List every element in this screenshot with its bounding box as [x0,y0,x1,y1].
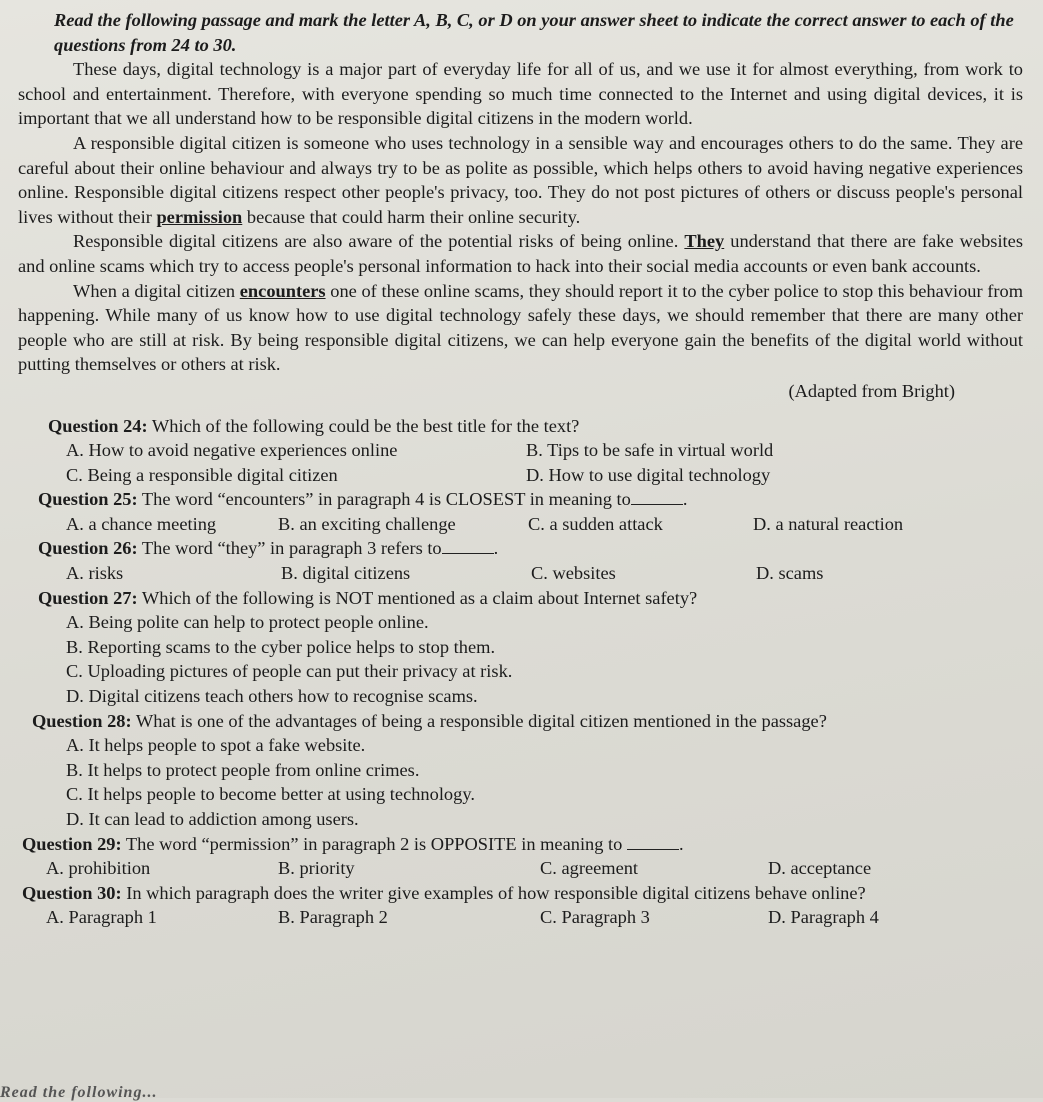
keyword-they: They [684,231,725,252]
q30-option-a[interactable]: A. Paragraph 1 [46,907,157,928]
question-26: Question 26: The word “they” in paragraph 3 refers to . [38,538,499,559]
q24-options-row2 [66,463,1023,488]
q25-option-b[interactable]: B. an exciting challenge [278,513,456,534]
q28-option-b[interactable]: B. It helps to protect people from online crimes. [66,759,420,780]
q24-option-d[interactable]: D. How to use digital technology [526,464,771,485]
q25-option-d[interactable]: D. a natural reaction [753,513,904,534]
source-citation: (Adapted from Bright) [788,380,955,401]
q29-option-c[interactable]: C. agreement [540,858,639,879]
question-28: Question 28: What is one of the advantages of being a responsible digital citizen mentioned in the passage? [32,710,827,731]
worksheet-content [18,8,1023,930]
q27-option-c[interactable]: C. Uploading pictures of people can put their privacy at risk. [66,661,513,682]
q27-option-d[interactable]: D. Digital citizens teach others how to recognise scams. [66,686,478,707]
q30-option-c[interactable]: C. Paragraph 3 [540,907,650,928]
q28-option-a[interactable]: A. It helps people to spot a fake website. [66,735,366,756]
instruction: Read the following passage and mark the letter A, B, C, or D on your answer sheet to indicate the correct answer to each of the questions from 24 to 30. [54,10,1014,55]
paragraph-3: Responsible digital citizens are also aware of the potential risks of being online. They understand that there are fake websites and online scams which try to access people's personal information to hack into their social media accounts or even bank accounts. [18,231,1023,276]
q28-option-c[interactable]: C. It helps people to become better at using technology. [66,784,475,805]
q26-option-c[interactable]: C. websites [531,563,616,584]
question-29: Question 29: The word “permission” in paragraph 2 is OPPOSITE in meaning to . [22,833,684,854]
q26-option-a[interactable]: A. risks [66,563,124,584]
q30-option-d[interactable]: D. Paragraph 4 [768,907,879,928]
cut-off-next-instruction: Read the following... [0,1084,158,1101]
q24-option-b[interactable]: B. Tips to be safe in virtual world [526,440,774,461]
q26-option-d[interactable]: D. scams [756,563,824,584]
q26-option-b[interactable]: B. digital citizens [281,563,411,584]
q29-option-b[interactable]: B. priority [278,858,355,879]
paragraph-4: When a digital citizen encounters one of these online scams, they should report it to the cyber police to stop this behaviour from happening. While many of us know how to use digital technology safely these days, we should remember that there are many other people who are still at risk. By being responsible digital citizens, we can help everyone gain the benefits of the digital world without putting themselves or others at risk. [18,280,1024,375]
q28-option-d[interactable]: D. It can lead to addiction among users. [66,809,359,829]
q30-option-b[interactable]: B. Paragraph 2 [278,907,388,928]
q25-option-c[interactable]: C. a sudden attack [528,513,663,534]
q26-options [66,561,1023,586]
keyword-permission: permission [156,206,243,227]
q24-options-row1 [66,438,1023,463]
question-24: Question 24: Which of the following could be the best title for the text? [48,415,580,436]
q29-option-d[interactable]: D. acceptance [768,858,872,879]
question-27: Question 27: Which of the following is NOT mentioned as a claim about Internet safety? [38,587,698,608]
q29-options [46,856,1023,881]
q27-option-b[interactable]: B. Reporting scams to the cyber police helps to stop them. [66,636,496,657]
q24-option-c[interactable]: C. Being a responsible digital citizen [66,464,338,485]
question-30: Question 30: In which paragraph does the writer give examples of how responsible digital citizens behave online? [22,882,866,903]
q30-options [46,905,1023,930]
q29-option-a[interactable]: A. prohibition [46,858,151,879]
keyword-encounters: encounters [239,280,326,301]
paragraph-1: These days, digital technology is a major part of everyday life for all of us, and we use it for almost everything, from work to school and entertainment. Therefore, with everyone spending so much time connected to the Internet and using digital devices, it is important that we all understand how to be responsible digital citizens in the modern world. [18,59,1023,129]
q27-option-a[interactable]: A. Being polite can help to protect people online. [66,612,429,633]
q25-options [66,512,1023,537]
question-25: Question 25: The word “encounters” in paragraph 4 is CLOSEST in meaning to . [38,489,688,510]
q25-option-a[interactable]: A. a chance meeting [66,513,217,534]
paragraph-2: A responsible digital citizen is someone who uses technology in a sensible way and encourages others to do the same. They are careful about their online behaviour and always try to be as polite as possible, which helps others to avoid having negative experiences online. Responsible digital citizens respect other people's privacy, too. They do not post pictures of others or discuss people's personal lives without their permission because that could harm their online security. [18,132,1023,227]
q24-option-a[interactable]: A. How to avoid negative experiences online [66,440,398,461]
